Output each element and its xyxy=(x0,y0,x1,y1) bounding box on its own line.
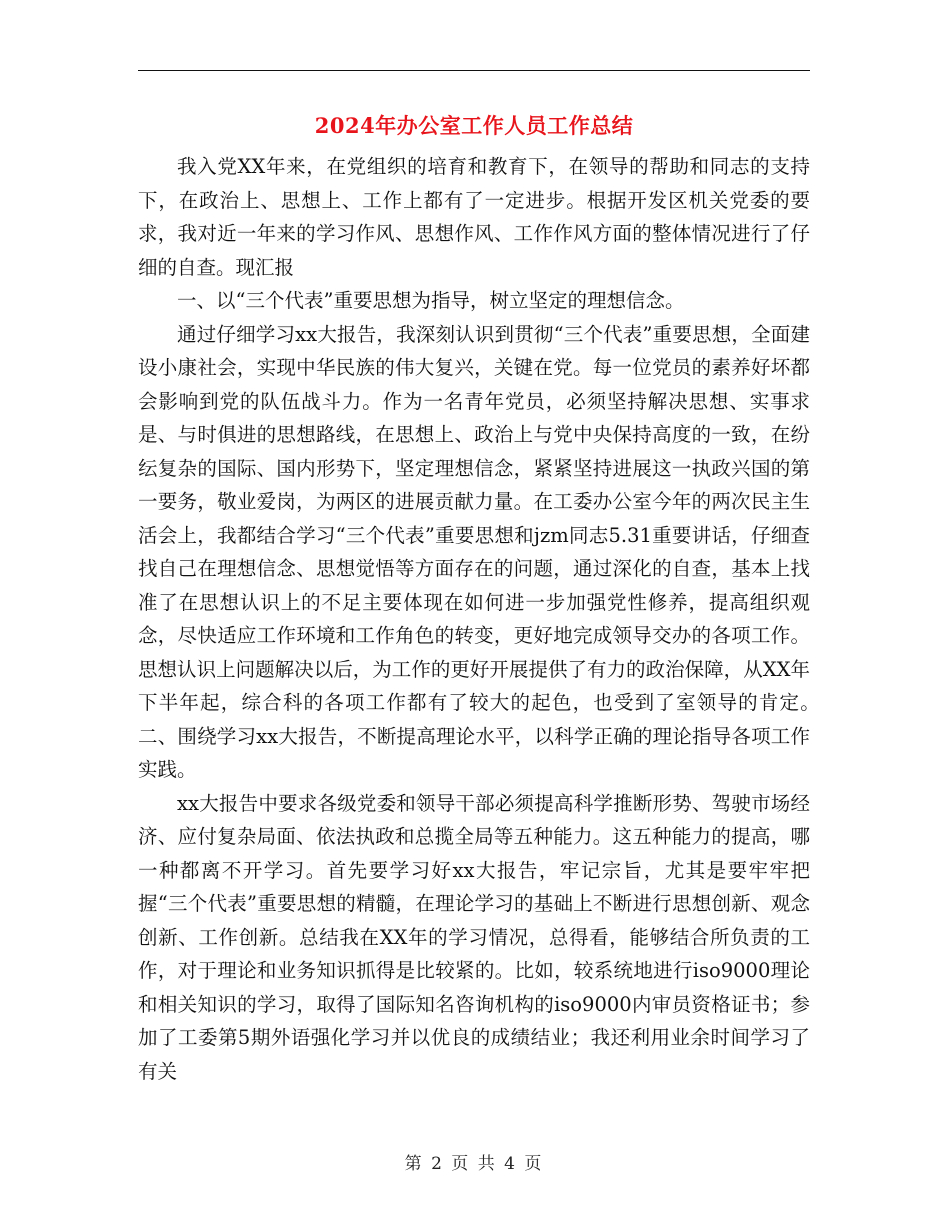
paragraph-section-2-body: xx大报告中要求各级党委和领导干部必须提高科学推断形势、驾驶市场经济、应付复杂局面、依法执政和总揽全局等五种能力。这五种能力的提高，哪一种都离不开学习。首先要学习好xx大报告，牢记宗旨，尤其是要牢牢把握“三个代表”重要思想的精髓，在理论学习的基础上不断进行思想创新、观念创新、工作创新。总结我在XX年的学习情况，总得看，能够结合所负责的工作，对于理论和业务知识抓得是比较紧的。比如，较系统地进行iso9000理论和相关知识的学习，取得了国际知名咨询机构的iso9000内审员资格证书；参加了工委第5期外语强化学习并以优良的成绩结业；我还利用业余时间学习了有关 xyxy=(138,791,810,1083)
header-rule xyxy=(138,70,810,71)
document-body xyxy=(138,150,889,1088)
paragraph-intro: 我入党XX年来，在党组织的培育和教育下，在领导的帮助和同志的支持下，在政治上、思想上、工作上都有了一定进步。根据开发区机关党委的要求，我对近一年来的学习作风、思想作风、工作作风方面的整体情况进行了仔细的自查。现汇报 xyxy=(138,155,810,279)
paragraph-section-1-heading: 一、以“三个代表”重要思想为指导，树立坚定的理想信念。 xyxy=(177,289,685,312)
paragraph-section-1-body: 通过仔细学习xx大报告，我深刻认识到贯彻“三个代表”重要思想，全面建设小康社会，实现中华民族的伟大复兴，关键在党。每一位党员的素养好坏都会影响到党的队伍战斗力。作为一名青年党员，必须坚持解决思想、实事求是、与时俱进的思想路线，在思想上、政治上与党中央保持高度的一致，在纷纭复杂的国际、国内形势下，坚定理想信念，紧紧坚持进展这一执政兴国的第一要务，敬业爱岗，为两区的进展贡献力量。在工委办公室今年的两次民主生活会上，我都结合学习“三个代表”重要思想和jzm同志5.31重要讲话，仔细查找自己在理想信念、思想觉悟等方面存在的问题，通过深化的自查，基本上找准了在思想认识上的不足主要体现在如何进一步加强党性修养，提高组织观念，尽快适应工作环境和工作角色的转变，更好地完成领导交办的各项工作。思想认识上问题解决以后，为工作的更好开展提供了有力的政治保障，从XX年下半年起，综合科的各项工作都有了较大的起色，也受到了室领导的肯定。 二、围绕学习xx大报告，不断提高理论水平，以科学正确的理论指导各项工作实践。 xyxy=(138,322,889,781)
document-title: 2024年办公室工作人员工作总结 xyxy=(314,113,634,138)
page-number-footer: 第 2 页 共 4 页 xyxy=(404,1154,544,1174)
